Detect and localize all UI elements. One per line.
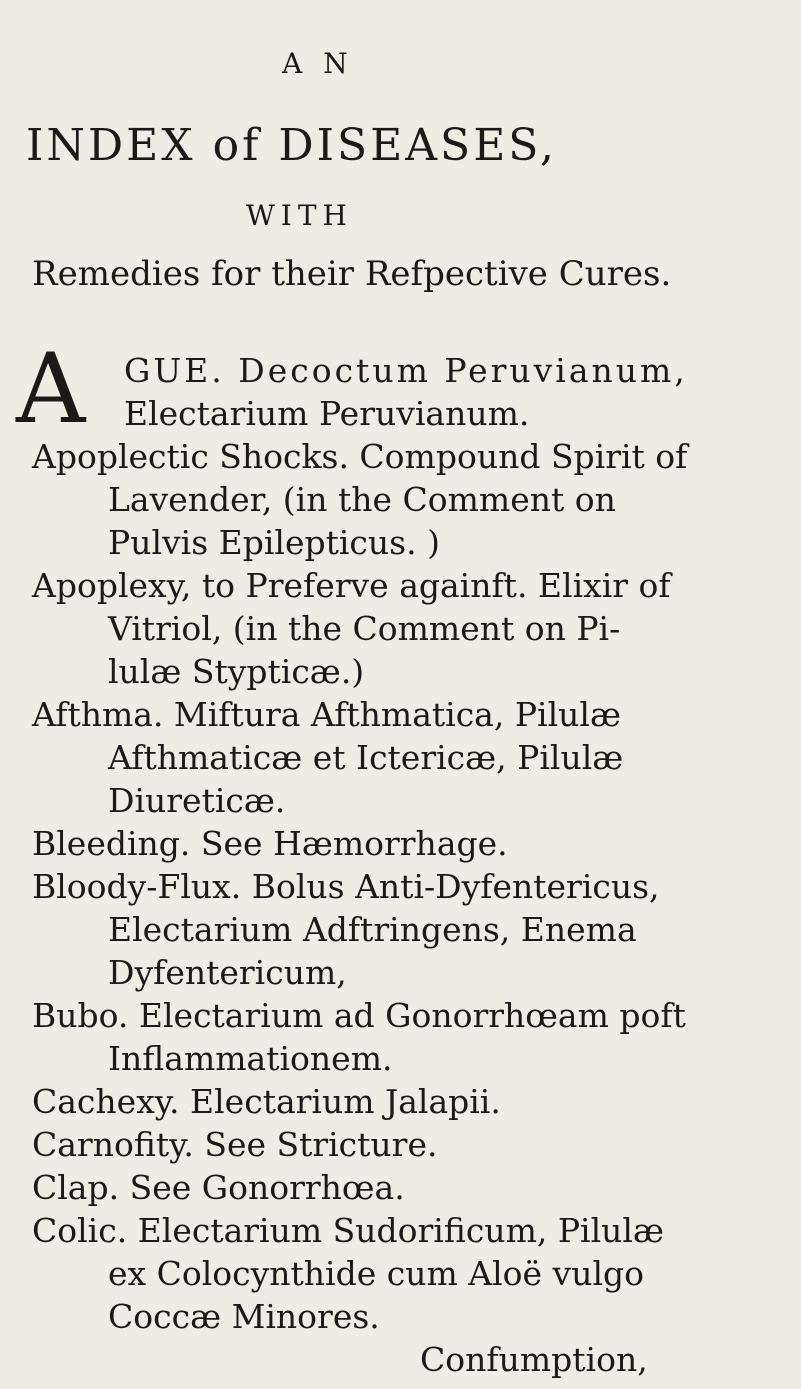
heading-with: WITH (246, 199, 353, 232)
entry-continuation: ex Colocynthide cum Aloë vulgo (108, 1254, 644, 1293)
entry-continuation: Diureticæ. (108, 781, 286, 820)
entry-apoplectic-shocks: Apoplectic Shocks. Compound Spirit of (32, 437, 688, 476)
entry-ague-remedy: Electarium Peruvianum. (124, 394, 530, 433)
entry-clap: Clap. See Gonorrhœa. (32, 1168, 405, 1207)
entry-continuation: Dyfentericum, (108, 953, 347, 992)
entry-bubo: Bubo. Electarium ad Gonorrhœam poft (32, 996, 686, 1035)
heading-remedies: Remedies for their Refpective Cures. (32, 254, 672, 294)
entry-continuation: Coccæ Minores. (108, 1297, 380, 1336)
entry-continuation: Pulvis Epilepticus. ) (108, 523, 440, 562)
entry-continuation: Inflammationem. (108, 1039, 393, 1078)
entry-continuation: Afthmaticæ et Ictericæ, Pilulæ (108, 738, 624, 777)
entry-continuation: lulæ Stypticæ.) (108, 652, 365, 691)
entry-asthma: Afthma. Miftura Afthmatica, Pilulæ (32, 695, 621, 734)
entry-carnofity: Carnofity. See Stricture. (32, 1125, 438, 1164)
heading-an: A N (282, 47, 354, 80)
entry-ague-line: GUE. Decoctum Peruvianum, (124, 351, 688, 390)
entry-colic: Colic. Electarium Sudorificum, Pilulæ (32, 1211, 664, 1250)
entry-apoplexy: Apoplexy, to Preferve againft. Elixir of (32, 566, 671, 605)
drop-cap: A (16, 333, 86, 445)
entry-continuation: Electarium Adftringens, Enema (108, 910, 637, 949)
entry-bleeding: Bleeding. See Hæmorrhage. (32, 824, 508, 863)
catchword: Confumption, (420, 1340, 648, 1379)
entry-cachexy: Cachexy. Electarium Jalapii. (32, 1082, 501, 1121)
entry-continuation: Vitriol, (in the Comment on Pi- (108, 609, 621, 648)
heading-index-title: INDEX of DISEASES, (26, 120, 557, 171)
entry-continuation: Lavender, (in the Comment on (108, 480, 616, 519)
entry-bloody-flux: Bloody-Flux. Bolus Anti-Dyfentericus, (32, 867, 660, 906)
